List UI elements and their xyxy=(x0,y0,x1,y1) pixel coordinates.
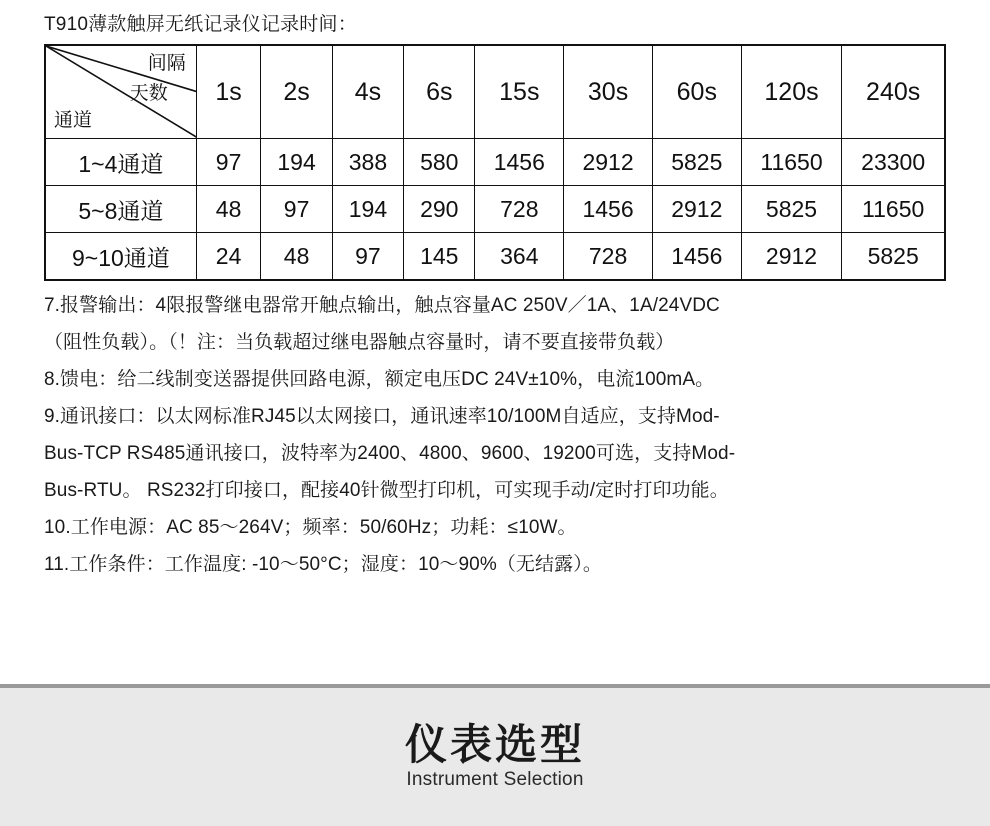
table-cell: 1456 xyxy=(564,186,653,233)
specification-list xyxy=(44,287,946,583)
table-cell: 580 xyxy=(404,139,475,186)
footer-banner xyxy=(0,688,990,826)
column-header-60s: 60s xyxy=(652,45,741,139)
record-time-table xyxy=(44,44,946,281)
table-cell: 364 xyxy=(475,233,564,281)
row-header-channel-5-8: 5~8通道 xyxy=(45,186,196,233)
table-row xyxy=(45,139,945,186)
table-cell: 5825 xyxy=(741,186,842,233)
table-cell: 97 xyxy=(261,186,332,233)
table-cell: 388 xyxy=(332,139,403,186)
table-cell: 5825 xyxy=(652,139,741,186)
table-cell: 1456 xyxy=(475,139,564,186)
spec-line-alarm-output: 7.报警输出：4限报警继电器常开触点输出，触点容量AC 250V／1A、1A/24VDC xyxy=(44,295,720,316)
table-cell: 145 xyxy=(404,233,475,281)
spec-line-power-feed: 8.馈电：给二线制变送器提供回路电源，额定电压DC 24V±10%，电流100mA。 xyxy=(44,369,715,390)
spec-line-comm-interface-1: 9.通讯接口：以太网标准RJ45以太网接口，通讯速率10/100M自适应，支持Mod- xyxy=(44,406,720,427)
column-header-4s: 4s xyxy=(332,45,403,139)
table-cell: 11650 xyxy=(741,139,842,186)
corner-days-label: 天数 xyxy=(129,83,168,104)
table-row xyxy=(45,233,945,281)
column-header-2s: 2s xyxy=(261,45,332,139)
table-cell: 48 xyxy=(261,233,332,281)
column-header-240s: 240s xyxy=(842,45,945,139)
table-cell: 97 xyxy=(196,139,261,186)
table-cell: 2912 xyxy=(564,139,653,186)
table-header-row xyxy=(45,45,945,139)
table-cell: 11650 xyxy=(842,186,945,233)
column-header-120s: 120s xyxy=(741,45,842,139)
table-cell: 48 xyxy=(196,186,261,233)
table-cell: 194 xyxy=(332,186,403,233)
footer-title-cn: 仪表选型 xyxy=(404,720,585,768)
table-cell: 194 xyxy=(261,139,332,186)
spec-line-working-condition: 11.工作条件：工作温度: -10～50°C；湿度：10～90%（无结露）。 xyxy=(44,554,602,575)
table-row xyxy=(45,186,945,233)
table-cell: 290 xyxy=(404,186,475,233)
row-header-channel-9-10: 9~10通道 xyxy=(45,233,196,281)
table-corner-cell xyxy=(45,45,196,139)
table-cell: 23300 xyxy=(842,139,945,186)
table-cell: 728 xyxy=(475,186,564,233)
corner-interval-label: 间隔 xyxy=(147,53,186,74)
corner-channel-label: 通道 xyxy=(54,110,93,131)
column-header-30s: 30s xyxy=(564,45,653,139)
spec-line-comm-interface-3: Bus-RTU。 RS232打印接口，配接40针微型打印机，可实现手动/定时打印功能。 xyxy=(44,480,729,501)
row-header-channel-1-4: 1~4通道 xyxy=(45,139,196,186)
table-cell: 1456 xyxy=(652,233,741,281)
footer-title-en: Instrument Selection xyxy=(406,769,584,791)
table-cell: 2912 xyxy=(741,233,842,281)
table-cell: 24 xyxy=(196,233,261,281)
page-title: T910薄款触屏无纸记录仪记录时间： xyxy=(44,14,357,35)
spec-line-alarm-note: （阻性负载）。（！注：当负载超过继电器触点容量时，请不要直接带负载） xyxy=(44,332,675,353)
column-header-1s: 1s xyxy=(196,45,261,139)
spec-line-comm-interface-2: Bus-TCP RS485通讯接口，波特率为2400、4800、9600、19200可选，支持Mod- xyxy=(44,443,736,464)
spec-line-working-power: 10.工作电源：AC 85～264V；频率：50/60Hz；功耗：≤10W。 xyxy=(44,517,577,538)
table-cell: 5825 xyxy=(842,233,945,281)
table-cell: 728 xyxy=(564,233,653,281)
table-cell: 97 xyxy=(332,233,403,281)
column-header-15s: 15s xyxy=(475,45,564,139)
column-header-6s: 6s xyxy=(404,45,475,139)
table-cell: 2912 xyxy=(652,186,741,233)
